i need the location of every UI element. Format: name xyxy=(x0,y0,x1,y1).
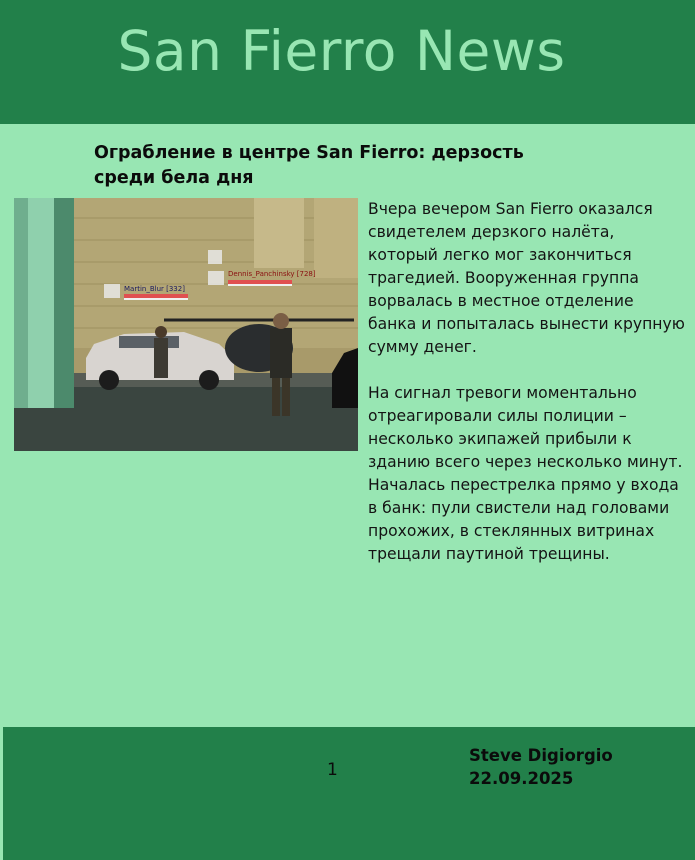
article-paragraph: Вчера вечером San Fierro оказался свидетелем дерзкого налёта, который легко мог закончиться трагедией. Вооруженная группа ворвалась в местное отделение банка и попыталась вынести крупную сумму денег. xyxy=(368,200,685,356)
author-name: Steve Digiorgio xyxy=(469,746,613,765)
article-headline: Ограбление в центре San Fierro: дерзость среди бела дня xyxy=(94,143,524,188)
player-tag-2: Dennis_Panchinsky [728] xyxy=(228,270,316,278)
player-tag-1: Martin_Blur [332] xyxy=(124,285,185,293)
publish-date: 22.09.2025 xyxy=(469,769,574,788)
newspaper-title: San Fierro News xyxy=(117,19,566,83)
page-number: 1 xyxy=(327,760,338,780)
byline xyxy=(469,744,613,790)
article-paragraph: На сигнал тревоги моментально отреагировали силы полиции – несколько экипажей прибыли к зданию всего через несколько минут. Началась перестрелка прямо у входа в банк: пули свистели над головами прохожих, в стеклянных витринах трещали паутиной трещины. xyxy=(368,384,683,563)
article-photo xyxy=(14,198,358,451)
masthead-banner xyxy=(0,0,695,124)
article-body xyxy=(368,198,686,589)
